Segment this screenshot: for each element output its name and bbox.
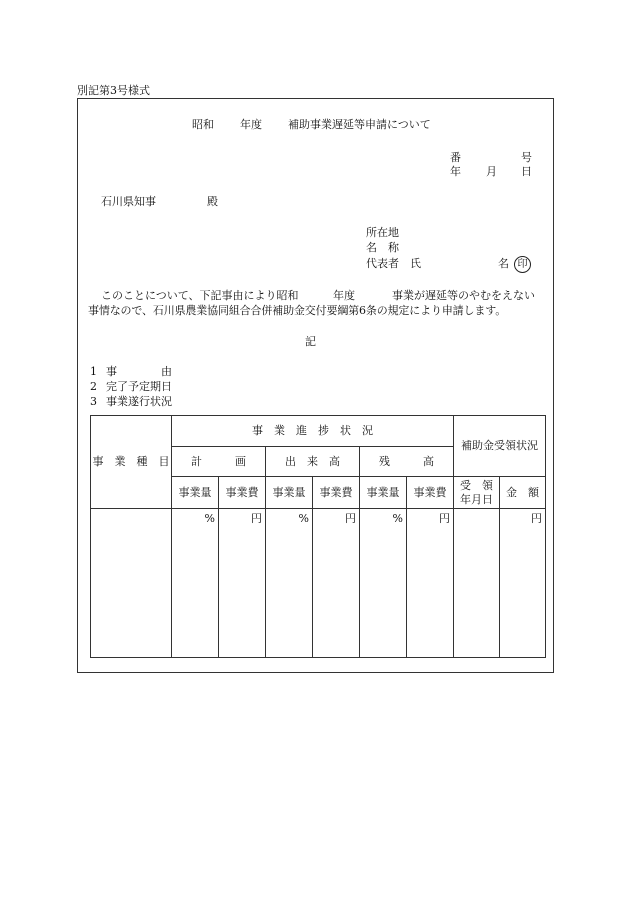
remaining-cost-header: 事業費: [407, 477, 454, 509]
title-era: 昭和: [192, 118, 214, 131]
date-day: 日: [521, 165, 532, 178]
type-header: 事 業 種 目: [91, 416, 172, 509]
addressee-name: 石川県知事: [101, 195, 156, 208]
remaining-cost-cell: 円: [407, 509, 454, 658]
applicant-name-label: 名 称: [366, 241, 399, 254]
progress-header: 事 業 進 捗 状 況: [172, 416, 454, 447]
item-2-num: 2: [90, 380, 97, 393]
done-qty-cell: %: [266, 509, 313, 658]
body-line1-b: 年度: [333, 289, 355, 302]
applicant-address-label: 所在地: [366, 226, 399, 239]
item-2-label: 完了予定期日: [106, 380, 172, 393]
subsidy-header: 補助金受領状況: [454, 416, 546, 477]
amount-header: 金 額: [500, 477, 546, 509]
number-go: 号: [521, 151, 532, 164]
remaining-qty-header: 事業量: [360, 477, 407, 509]
plan-header: 計 画: [172, 447, 266, 477]
number-ban: 番: [450, 151, 461, 164]
plan-qty-cell: %: [172, 509, 219, 658]
type-cell: [91, 509, 172, 658]
addressee-honorific: 殿: [207, 195, 218, 208]
ki-heading: 記: [305, 335, 316, 348]
done-cost-header: 事業費: [313, 477, 360, 509]
done-cost-cell: 円: [313, 509, 360, 658]
progress-table: [90, 415, 546, 658]
amount-cell: 円: [500, 509, 546, 658]
received-date-header: 受 領 年月日: [454, 477, 500, 509]
form-label: 別記第3号様式: [77, 84, 150, 97]
received-date-cell: [454, 509, 500, 658]
seal-icon: 印: [514, 256, 531, 273]
applicant-rep-label: 代表者 氏: [366, 257, 421, 270]
date-month: 月: [486, 165, 497, 178]
done-qty-header: 事業量: [266, 477, 313, 509]
title-year-unit: 年度: [240, 118, 262, 131]
item-1-num: 1: [90, 365, 97, 378]
item-3-num: 3: [90, 395, 97, 408]
item-3-label: 事業遂行状況: [106, 395, 172, 408]
page-title: 補助事業遅延等申請について: [288, 118, 431, 131]
done-header: 出 来 高: [266, 447, 360, 477]
rep-name-char: 名: [498, 257, 509, 270]
body-line2: 事情なので、石川県農業協同組合合併補助金交付要綱第6条の規定により申請します。: [88, 304, 507, 317]
plan-cost-cell: 円: [219, 509, 266, 658]
body-line1-c: 事業が遅延等のやむをえない: [392, 289, 535, 302]
plan-cost-header: 事業費: [219, 477, 266, 509]
remaining-qty-cell: %: [360, 509, 407, 658]
item-1-label: 事 由: [106, 365, 172, 378]
body-line1-a: このことについて、下記事由により昭和: [101, 289, 299, 302]
applicant-rep-label-end: [498, 256, 531, 273]
date-year: 年: [450, 165, 461, 178]
plan-qty-header: 事業量: [172, 477, 219, 509]
remaining-header: 残 高: [360, 447, 454, 477]
